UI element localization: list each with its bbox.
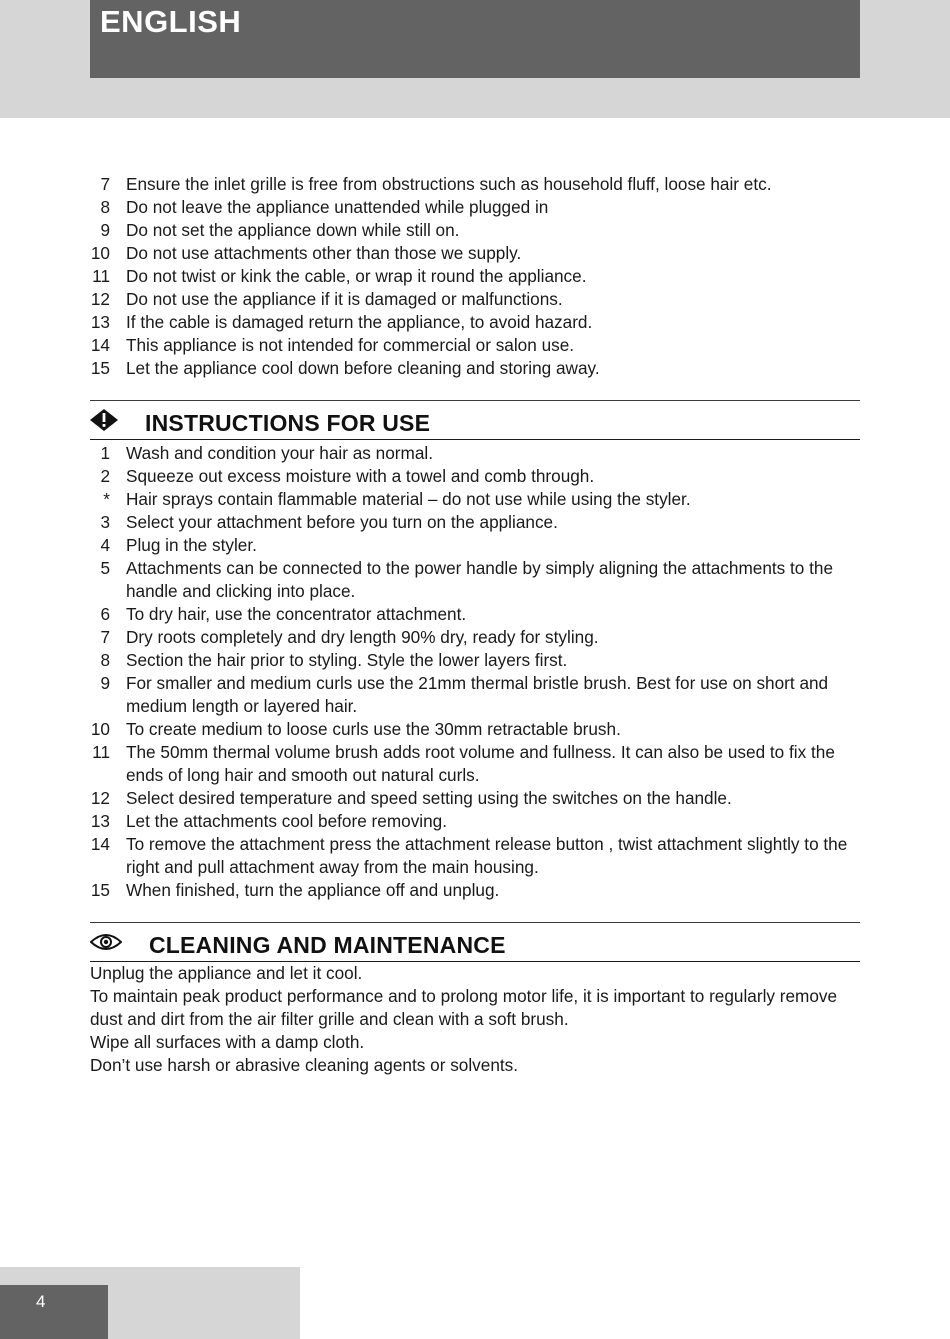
item-number: 13 — [90, 811, 110, 831]
instruction-item — [90, 833, 860, 879]
page-number-box — [0, 1285, 108, 1339]
item-number: 8 — [100, 650, 110, 670]
item-text: Do not use attachments other than those we supply. — [126, 243, 522, 263]
safety-list-item — [90, 242, 860, 265]
instruction-item — [90, 488, 860, 511]
item-number: 7 — [100, 174, 110, 194]
safety-list-continued — [90, 173, 860, 380]
instruction-item — [90, 603, 860, 626]
instruction-item — [90, 465, 860, 488]
item-text: To dry hair, use the concentrator attachment. — [126, 604, 467, 624]
item-text: Do not leave the appliance unattended while plugged in — [126, 197, 549, 217]
item-text: To create medium to loose curls use the 30mm retractable brush. — [126, 719, 621, 739]
item-text: For smaller and medium curls use the 21mm thermal bristle brush. Best for use on short and medium length or layered hair. — [126, 673, 829, 716]
safety-list-item — [90, 311, 860, 334]
item-number: 15 — [90, 358, 110, 378]
item-number: 9 — [100, 673, 110, 693]
instruction-item — [90, 442, 860, 465]
item-number: 6 — [100, 604, 110, 624]
item-number: 10 — [90, 719, 110, 739]
instruction-item — [90, 879, 860, 902]
safety-list-item — [90, 334, 860, 357]
cleaning-paragraph: Unplug the appliance and let it cool. — [90, 963, 363, 983]
item-text: Ensure the inlet grille is free from obstructions such as household fluff, loose hair etc. — [126, 174, 772, 194]
eye-icon — [90, 931, 122, 953]
instruction-item — [90, 511, 860, 534]
diamond-exclamation-icon — [90, 409, 122, 431]
item-number: 9 — [100, 220, 110, 240]
item-number: * — [103, 489, 110, 509]
item-number: 1 — [100, 443, 110, 463]
item-text: When finished, turn the appliance off and unplug. — [126, 880, 500, 900]
safety-list-item — [90, 265, 860, 288]
item-number: 12 — [90, 289, 110, 309]
language-title: ENGLISH — [100, 4, 242, 39]
instruction-item — [90, 810, 860, 833]
item-text: This appliance is not intended for commercial or salon use. — [126, 335, 575, 355]
instruction-item — [90, 649, 860, 672]
item-text: Plug in the styler. — [126, 535, 257, 555]
item-number: 11 — [92, 266, 110, 286]
instruction-item — [90, 787, 860, 810]
item-number: 14 — [90, 834, 110, 854]
cleaning-paragraph: Don’t use harsh or abrasive cleaning agents or solvents. — [90, 1055, 519, 1075]
item-number: 7 — [100, 627, 110, 647]
page-number: 4 — [36, 1292, 46, 1311]
cleaning-paragraph: Wipe all surfaces with a damp cloth. — [90, 1032, 365, 1052]
item-text: Section the hair prior to styling. Style the lower layers first. — [126, 650, 568, 670]
language-tab — [90, 0, 860, 78]
item-text: To remove the attachment press the attachment release button , twist attachment slightly to the right and pull attachment away from the main housing. — [126, 834, 848, 877]
item-text: Hair sprays contain flammable material – do not use while using the styler. — [126, 489, 691, 509]
safety-list-item — [90, 219, 860, 242]
item-number: 11 — [92, 742, 110, 762]
safety-list-item — [90, 288, 860, 311]
cleaning-paragraph: To maintain peak product performance and to prolong motor life, it is important to regularly remove dust and dirt from the air filter grille and clean with a soft brush. — [90, 986, 838, 1029]
item-number: 14 — [90, 335, 110, 355]
item-number: 2 — [100, 466, 110, 486]
instruction-item — [90, 741, 860, 787]
instructions-heading — [90, 400, 860, 440]
item-text: Let the attachments cool before removing. — [126, 811, 448, 831]
item-text: Let the appliance cool down before cleaning and storing away. — [126, 358, 600, 378]
item-number: 8 — [100, 197, 110, 217]
item-text: Attachments can be connected to the power handle by simply aligning the attachments to the handle and clicking into place. — [126, 558, 834, 601]
item-number: 4 — [100, 535, 110, 555]
instruction-item — [90, 534, 860, 557]
instruction-item — [90, 718, 860, 741]
cleaning-title: CLEANING AND MAINTENANCE — [149, 932, 506, 958]
item-text: Wash and condition your hair as normal. — [126, 443, 433, 463]
cleaning-heading — [90, 922, 860, 962]
cleaning-section — [90, 922, 860, 1077]
item-number: 15 — [90, 880, 110, 900]
safety-list-item — [90, 196, 860, 219]
instructions-title: INSTRUCTIONS FOR USE — [145, 410, 431, 436]
safety-list-item — [90, 173, 860, 196]
item-text: If the cable is damaged return the appliance, to avoid hazard. — [126, 312, 593, 332]
item-number: 5 — [100, 558, 110, 578]
item-text: Squeeze out excess moisture with a towel and comb through. — [126, 466, 595, 486]
item-number: 13 — [90, 312, 110, 332]
item-text: Select desired temperature and speed setting using the switches on the handle. — [126, 788, 732, 808]
item-number: 3 — [100, 512, 110, 532]
item-text: Select your attachment before you turn on the appliance. — [126, 512, 558, 532]
instructions-section — [90, 400, 860, 902]
item-text: Do not use the appliance if it is damaged or malfunctions. — [126, 289, 563, 309]
item-text: Dry roots completely and dry length 90% dry, ready for styling. — [126, 627, 599, 647]
item-number: 12 — [90, 788, 110, 808]
instruction-item — [90, 626, 860, 649]
item-text: The 50mm thermal volume brush adds root volume and fullness. It can also be used to fix the ends of long hair and smooth out natural curls. — [126, 742, 835, 785]
instruction-item — [90, 557, 860, 603]
instruction-item — [90, 672, 860, 718]
safety-list-item — [90, 357, 860, 380]
item-text: Do not set the appliance down while still on. — [126, 220, 460, 240]
item-text: Do not twist or kink the cable, or wrap it round the appliance. — [126, 266, 587, 286]
item-number: 10 — [90, 243, 110, 263]
